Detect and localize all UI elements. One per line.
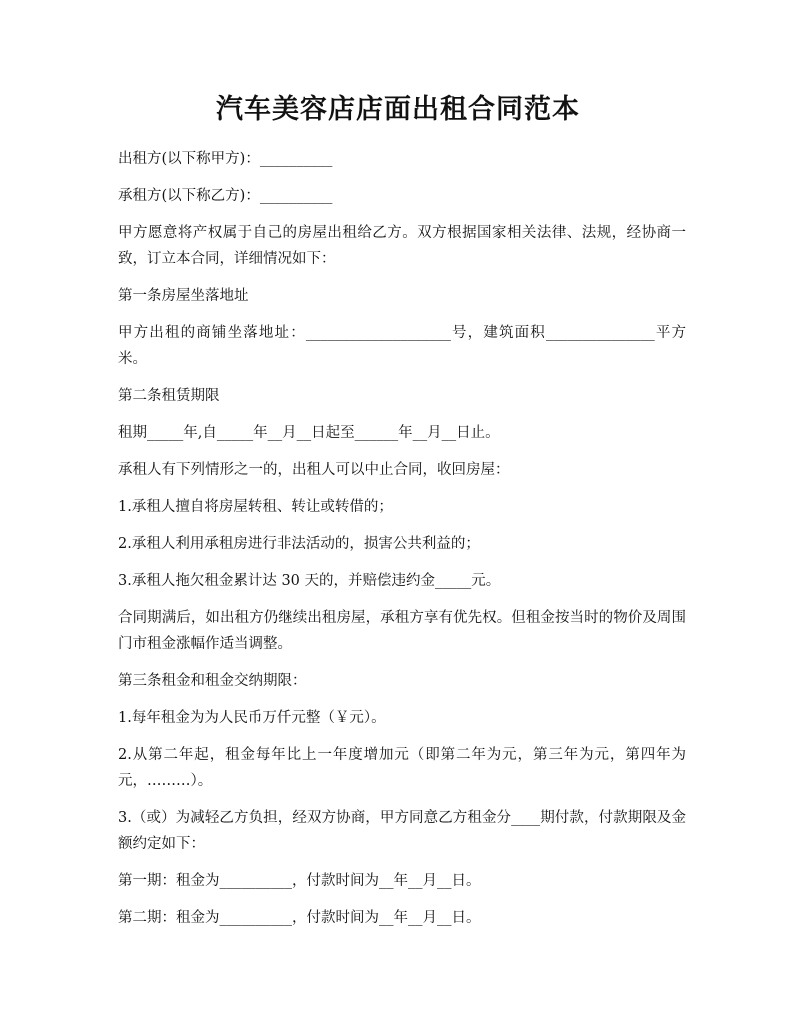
termination-item-2: 2.承租人利用承租房进行非法活动的，损害公共利益的； [118, 536, 480, 552]
address-paragraph: 甲方出租的商铺坐落地址：____________________号，建筑面积_______________平方米。 [118, 325, 686, 367]
installment-1-line: 第一期：租金为__________，付款时间为__年__月__日。 [118, 873, 481, 889]
lease-term-line: 租期_____年,自_____年__月__日起至______年__月__日止。 [118, 425, 500, 441]
rent-item-2: 2.从第二年起，租金每年比上一年度增加元（即第二年为元，第三年为元，第四年为元，………）。 [118, 747, 686, 789]
termination-item-3: 3.承租人拖欠租金累计达 30 天的，并赔偿违约金_____元。 [118, 573, 501, 589]
lessee-line: 承租方(以下称乙方)：__________ [118, 188, 333, 204]
installment-2-line: 第二期：租金为__________，付款时间为__年__月__日。 [118, 910, 481, 926]
document-title: 汽车美容店店面出租合同范本 [216, 94, 580, 125]
preamble-paragraph: 甲方愿意将产权属于自己的房屋出租给乙方。双方根据国家相关法律、法规，经协商一致，订立本合同，详细情况如下： [118, 225, 686, 267]
termination-intro: 承租人有下列情形之一的，出租人可以中止合同，收回房屋： [118, 462, 510, 478]
article-2-heading: 第二条租赁期限 [118, 388, 220, 404]
lessor-line: 出租方(以下称甲方)：__________ [118, 151, 333, 167]
rent-item-3: 3.（或）为减轻乙方负担，经双方协商，甲方同意乙方租金分____期付款，付款期限及金额约定如下： [118, 810, 686, 852]
renewal-paragraph: 合同期满后，如出租方仍继续出租房屋，承租方享有优先权。但租金按当时的物价及周围门市租金涨幅作适当调整。 [118, 610, 686, 652]
termination-item-1: 1.承租人擅自将房屋转租、转让或转借的； [118, 499, 393, 515]
rent-item-1: 1.每年租金为为人民币万仟元整（￥元）。 [118, 710, 386, 726]
article-3-heading: 第三条租金和租金交纳期限： [118, 673, 307, 689]
article-1-heading: 第一条房屋坐落地址 [118, 288, 249, 304]
document-body [118, 146, 686, 942]
